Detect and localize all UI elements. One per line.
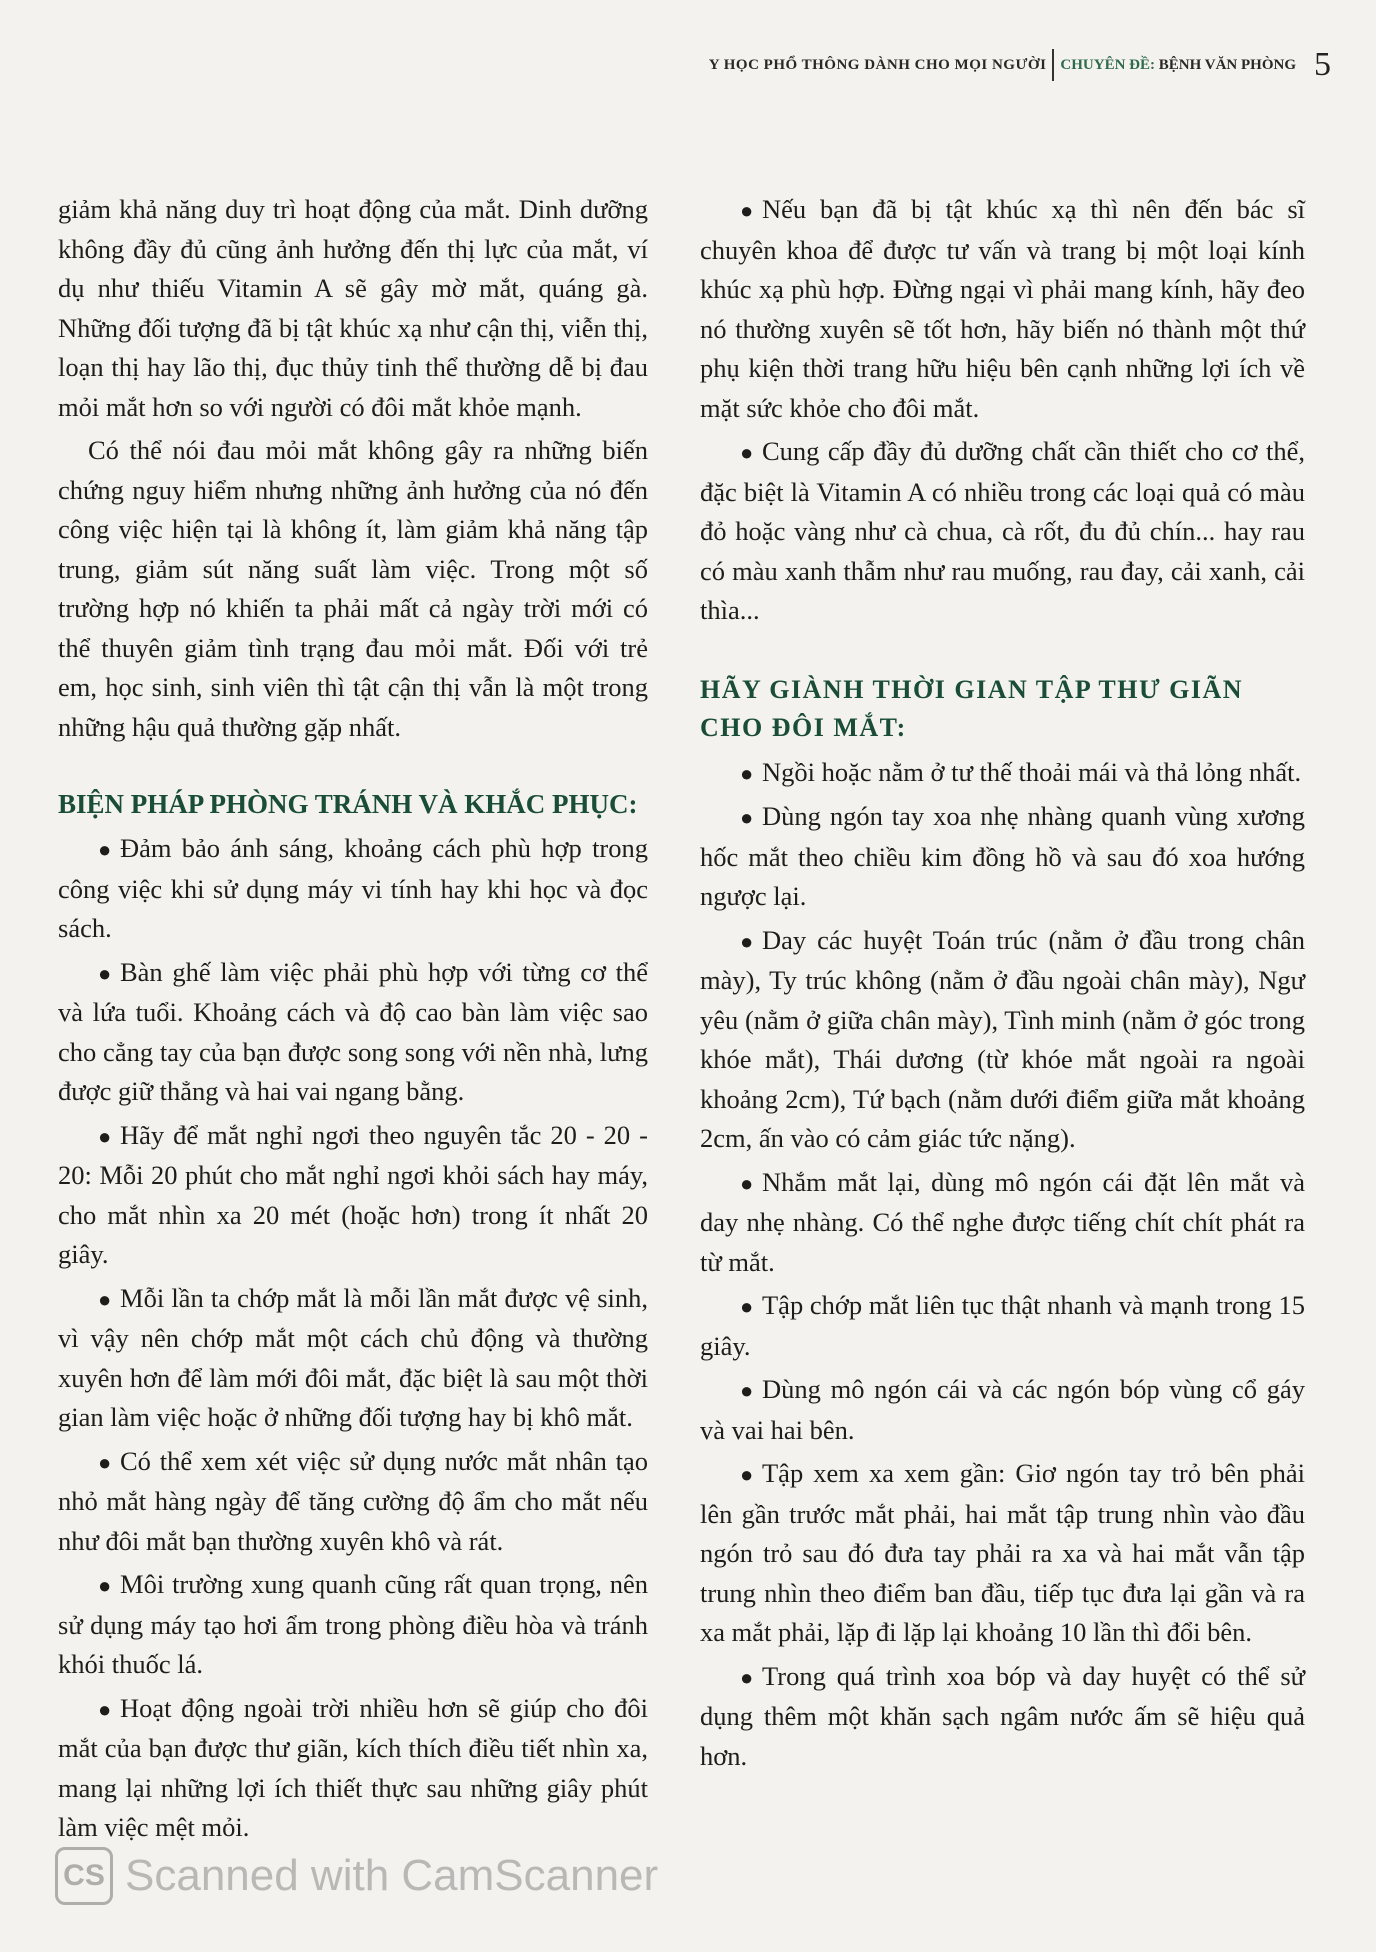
- running-header: [709, 40, 1331, 90]
- bullet-icon: ●: [98, 1123, 112, 1149]
- watermark-text: Scanned with CamScanner: [125, 1851, 659, 1900]
- book-title: Y HỌC PHỔ THÔNG DÀNH CHO MỌI NGƯỜI: [708, 56, 1047, 73]
- bullet-item: ● Nhắm mắt lại, dùng mô ngón cái đặt lên mắt và day nhẹ nhàng. Có thể nghe được tiếng chít chít phát ra từ mắt.: [700, 1163, 1305, 1283]
- topic-label: CHUYÊN ĐỀ:: [1060, 56, 1156, 73]
- bullet-icon: ●: [740, 1170, 754, 1196]
- bullet-item: ● Trong quá trình xoa bóp và day huyệt có thể sử dụng thêm một khăn sạch ngâm nước ấm sẽ hiệu quả hơn.: [700, 1657, 1305, 1777]
- bullet-icon: ●: [740, 440, 754, 465]
- bullet-item: ● Nếu bạn đã bị tật khúc xạ thì nên đến bác sĩ chuyên khoa để được tư vấn và trang bị một loại kính khúc xạ phù hợp. Đừng ngại vì phải mang kính, hãy đeo nó thường xuyên sẽ tốt hơn, hãy biến nó thành một thứ phụ kiện thời trang hữu hiệu bên cạnh những lợi ích về mặt sức khỏe cho đôi mắt.: [700, 190, 1305, 428]
- bullet-icon: ●: [98, 1449, 112, 1475]
- bullet-item: ● Đảm bảo ánh sáng, khoảng cách phù hợp trong công việc khi sử dụng máy vi tính hay khi học và đọc sách.: [58, 829, 648, 949]
- bullet-icon: ●: [98, 1286, 112, 1312]
- bullet-icon: ●: [740, 1664, 754, 1690]
- bullet-icon: ●: [740, 1294, 754, 1319]
- bullet-icon: ●: [740, 1378, 754, 1403]
- topic: [1060, 57, 1296, 74]
- scanner-watermark: [55, 1845, 658, 1907]
- bullet-item: ● Cung cấp đầy đủ dưỡng chất cần thiết cho cơ thể, đặc biệt là Vitamin A có nhiều trong các loại quả có màu đỏ hoặc vàng như cà chua, cà rốt, đu đủ chín... hay rau có màu xanh thẫm như rau muống, rau đay, cải xanh, cải thìa...: [700, 432, 1305, 631]
- bullet-item: ● Dùng mô ngón cái và các ngón bóp vùng cổ gáy và vai hai bên.: [700, 1370, 1305, 1450]
- bullet-item: ● Day các huyệt Toán trúc (nằm ở đầu trong chân mày), Ty trúc không (nằm ở đầu ngoài chân mày), Ngư yêu (nằm ở giữa chân mày), Tình minh (nằm ở góc trong khóe mắt), Thái dương (từ khóe mắt ngoài ra ngoài khoảng 2cm), Tứ bạch (nằm dưới điểm giữa mắt khoảng 2cm, ấn vào có cảm giác tức nặng).: [700, 921, 1305, 1159]
- bullet-icon: ●: [740, 1462, 754, 1487]
- paragraph: Có thể nói đau mỏi mắt không gây ra những biến chứng nguy hiểm nhưng những ảnh hưởng của nó đến công việc hiện tại là không ít, làm giảm khả năng tập trung, giảm sút năng suất làm việc. Trong một số trường hợp nó khiến ta phải mất cả ngày trời mới có thể thuyên giảm tình trạng đau mỏi mắt. Đối với trẻ em, học sinh, sinh viên thì tật cận thị vẫn là một trong những hậu quả thường gặp nhất.: [58, 435, 648, 742]
- bullet-item: ● Hãy để mắt nghỉ ngơi theo nguyên tắc 20 - 20 - 20: Mỗi 20 phút cho mắt nghỉ ngơi khỏi sách hay máy, cho mắt nhìn xa 20 mét (hoặc hơn) trong ít nhất 20 giây.: [58, 1116, 648, 1275]
- bullet-icon: ●: [98, 1573, 112, 1598]
- camscanner-logo-icon: CS: [55, 1847, 113, 1905]
- bullet-icon: ●: [740, 805, 754, 830]
- header-divider: [1052, 49, 1054, 81]
- bullet-icon: ●: [740, 928, 754, 954]
- bullet-item: ● Tập chớp mắt liên tục thật nhanh và mạnh trong 15 giây.: [700, 1286, 1305, 1366]
- paragraph: giảm khả năng duy trì hoạt động của mắt. Dinh dưỡng không đầy đủ cũng ảnh hưởng đến thị lực của mắt, ví dụ như thiếu Vitamin A sẽ gây mờ mắt, quáng gà. Những đối tượng đã bị tật khúc xạ như cận thị, viễn thị, loạn thị hay lão thị, đục thủy tinh thể thường dễ bị đau mỏi mắt hơn so với người có đôi mắt khỏe mạnh.: [58, 194, 648, 422]
- bullet-item: ● Bàn ghế làm việc phải phù hợp với từng cơ thể và lứa tuổi. Khoảng cách và độ cao bàn làm việc sao cho cẳng tay của bạn được song song với nền nhà, lưng được giữ thẳng và hai vai ngang bằng.: [58, 953, 648, 1112]
- bullet-item: ● Môi trường xung quanh cũng rất quan trọng, nên sử dụng máy tạo hơi ẩm trong phòng điều hòa và tránh khói thuốc lá.: [58, 1565, 648, 1685]
- bullet-item: ● Ngồi hoặc nằm ở tư thế thoải mái và thả lỏng nhất.: [700, 753, 1305, 794]
- bullet-icon: ●: [98, 837, 112, 862]
- bullet-item: ● Có thể xem xét việc sử dụng nước mắt nhân tạo nhỏ mắt hàng ngày để tăng cường độ ẩm cho mắt nếu như đôi mắt bạn thường xuyên khô và rát.: [58, 1442, 648, 1562]
- bullet-icon: ●: [98, 1696, 112, 1722]
- bullet-icon: ●: [740, 198, 754, 223]
- bullet-item: ● Mỗi lần ta chớp mắt là mỗi lần mắt được vệ sinh, vì vậy nên chớp mắt một cách chủ động và thường xuyên hơn để làm mới đôi mắt, đặc biệt là sau một thời gian làm việc hoặc ở những đối tượng hay bị khô mắt.: [58, 1279, 648, 1438]
- bullet-icon: ●: [740, 760, 754, 786]
- section-heading: BIỆN PHÁP PHÒNG TRÁNH VÀ KHẮC PHỤC:: [58, 789, 638, 819]
- bullet-item: ● Hoạt động ngoài trời nhiều hơn sẽ giúp cho đôi mắt của bạn được thư giãn, kích thích điều tiết nhìn xa, mang lại những lợi ích thiết thực sau những giây phút làm việc mệt mỏi.: [58, 1689, 648, 1848]
- bullet-icon: ●: [98, 960, 112, 986]
- topic-value: BỆNH VĂN PHÒNG: [1158, 56, 1296, 73]
- left-column: [58, 190, 648, 1852]
- right-column: [700, 190, 1305, 1780]
- bullet-item: ● Dùng ngón tay xoa nhẹ nhàng quanh vùng xương hốc mắt theo chiều kim đồng hồ và sau đó xoa hướng ngược lại.: [700, 797, 1305, 917]
- bullet-item: ● Tập xem xa xem gần: Giơ ngón tay trỏ bên phải lên gần trước mắt phải, hai mắt tập trung nhìn vào đầu ngón trỏ sau đó đưa tay phải ra xa và hai mắt vẫn tập trung nhìn theo điểm ban đầu, tiếp tục đưa lại gần và ra xa mắt phải, lặp đi lặp lại khoảng 10 lần thì đổi bên.: [700, 1454, 1305, 1653]
- section-heading: HÃY GIÀNH THỜI GIAN TẬP THƯ GIÃN CHO ĐÔI MẮT:: [700, 674, 1244, 742]
- page-number: 5: [1314, 46, 1331, 83]
